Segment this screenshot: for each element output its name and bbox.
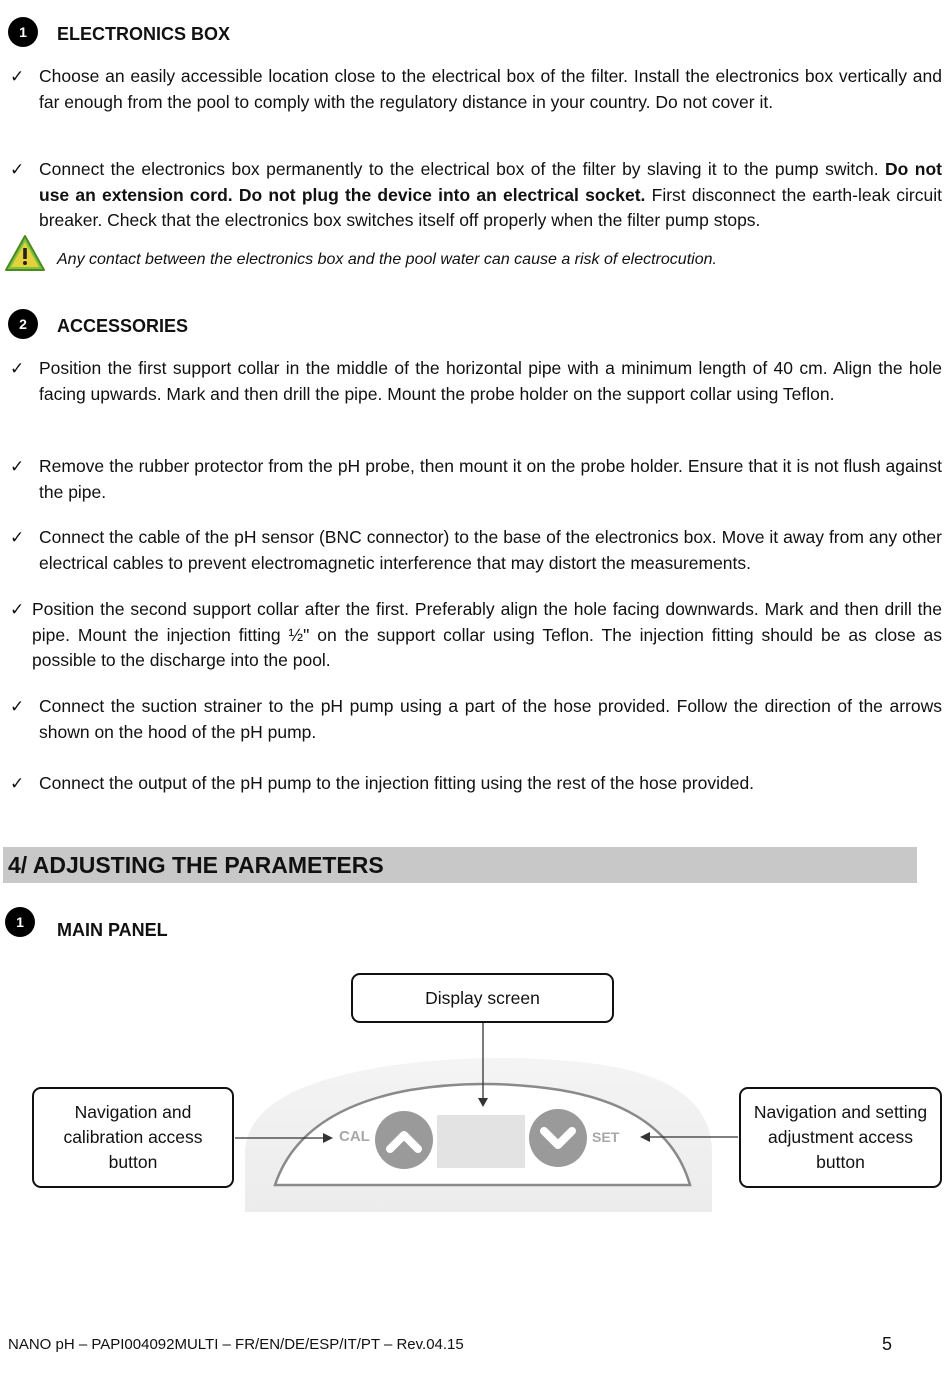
list-item: ✓ Choose an easily accessible location close to the electrical box of the filter. Install the electronics box vertically and far enough from the pool to comply with the regulatory distance in your country. Do not cover it. bbox=[10, 66, 942, 112]
list-item: ✓ Position the second support collar after the first. Preferably align the hole facing downwards. Mark and then drill the pipe. Mount the injection fitting ½" on the support collar using Teflon. The injection fitting should be as close as possible to the discharge into the pool. bbox=[10, 599, 942, 670]
checkmark-icon: ✓ bbox=[10, 67, 25, 86]
cal-label: CAL bbox=[339, 1128, 370, 1145]
list-item: ✓ Connect the electronics box permanently to the electrical box of the filter by slaving it to the pump switch. Do not use an extension cord. Do not plug the device into an electrical socket. First disconnect the earth-leak circuit breaker. Check that the electronics box switches itself off properly when the filter pump stops. bbox=[10, 159, 943, 230]
section-title-accessories: ACCESSORIES bbox=[57, 316, 189, 336]
down-button bbox=[529, 1109, 587, 1167]
section-title-main-panel: MAIN PANEL bbox=[57, 920, 168, 940]
chapter-heading: 4/ ADJUSTING THE PARAMETERS bbox=[3, 847, 917, 883]
checkmark-icon: ✓ bbox=[10, 359, 25, 378]
section-number-badge: 2 bbox=[8, 309, 38, 339]
warning-text: Any contact between the electronics box and the pool water can cause a risk of electrocution. bbox=[57, 251, 717, 268]
checkmark-icon: ✓ bbox=[10, 528, 25, 547]
list-item: ✓ Connect the suction strainer to the pH pump using a part of the hose provided. Follow the direction of the arrows shown on the hood of the pH pump. bbox=[10, 696, 942, 742]
calibration-button-callout: Navigation and calibration access button bbox=[32, 1087, 234, 1188]
list-item: ✓ Position the first support collar in the middle of the horizontal pipe with a minimum length of 40 cm. Align the hole facing upwards. Mark and then drill the pipe. Mount the probe holder on the support collar using Teflon. bbox=[10, 358, 942, 404]
footer-document-id: NANO pH – PAPI004092MULTI – FR/EN/DE/ESP/IT/PT – Rev.04.15 bbox=[8, 1336, 464, 1353]
checkmark-icon: ✓ bbox=[10, 774, 25, 793]
list-item: ✓ Connect the cable of the pH sensor (BNC connector) to the base of the electronics box. Move it away from any other electrical cables to prevent electromagnetic interference that may distort the measurements. bbox=[10, 527, 942, 573]
checkmark-icon: ✓ bbox=[10, 600, 25, 619]
list-item: ✓ Remove the rubber protector from the pH probe, then mount it on the probe holder. Ensure that it is not flush against the pipe. bbox=[10, 456, 942, 502]
checkmark-icon: ✓ bbox=[10, 697, 25, 716]
display-screen-callout: Display screen bbox=[351, 973, 614, 1023]
setting-button-callout: Navigation and setting adjustment access button bbox=[739, 1087, 942, 1188]
checkmark-icon: ✓ bbox=[10, 457, 25, 476]
checkmark-icon: ✓ bbox=[10, 160, 25, 179]
section-title-electronics-box: ELECTRONICS BOX bbox=[57, 24, 231, 44]
warning-icon bbox=[4, 234, 46, 272]
display-screen bbox=[437, 1115, 525, 1168]
page-number: 5 bbox=[882, 1334, 893, 1354]
set-label: SET bbox=[592, 1129, 620, 1145]
section-number-badge: 1 bbox=[5, 907, 35, 937]
list-item: ✓ Connect the output of the pH pump to the injection fitting using the rest of the hose provided. bbox=[10, 771, 942, 797]
section-number-badge: 1 bbox=[8, 17, 38, 47]
